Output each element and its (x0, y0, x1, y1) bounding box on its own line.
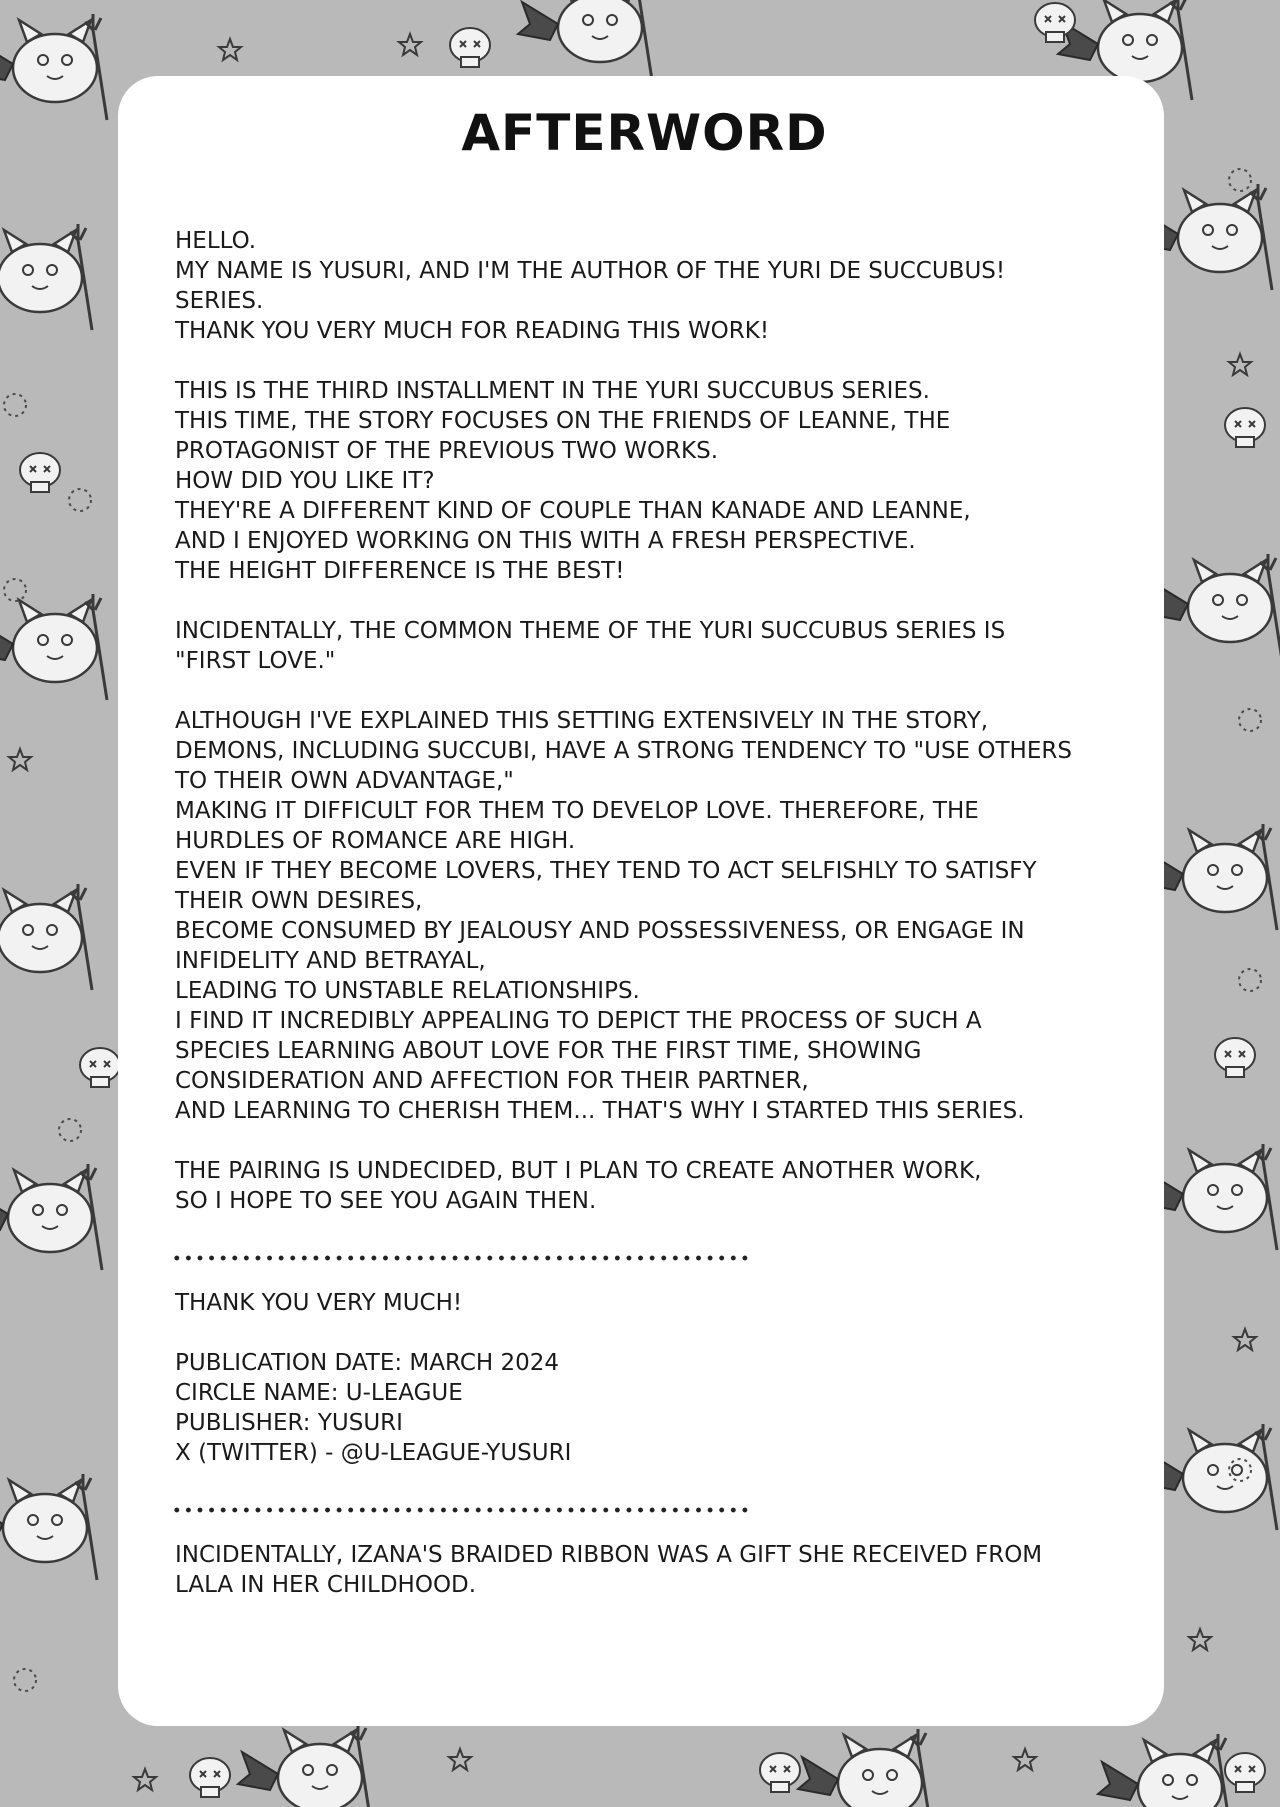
text-line: MY NAME IS YUSURI, AND I'M THE AUTHOR OF THE YURI DE SUCCUBUS! (175, 258, 1006, 284)
paragraph (175, 226, 1114, 346)
text-line: MAKING IT DIFFICULT FOR THEM TO DEVELOP LOVE. THEREFORE, THE (175, 798, 979, 824)
text-line: INFIDELITY AND BETRAYAL, (175, 948, 486, 974)
text-line: SO I HOPE TO SEE YOU AGAIN THEN. (175, 1188, 597, 1214)
text-line: LALA IN HER CHILDHOOD. (175, 1572, 477, 1598)
text-line: HELLO. (175, 228, 257, 254)
paragraph (175, 706, 1114, 1126)
twitter-handle: X (TWITTER) - @U-LEAGUE-YUSURI (175, 1440, 572, 1466)
text-line: EVEN IF THEY BECOME LOVERS, THEY TEND TO ACT SELFISHLY TO SATISFY (175, 858, 1037, 884)
credits-block (175, 1288, 1114, 1468)
page-title: AFTERWORD (461, 104, 828, 162)
text-line: ALTHOUGH I'VE EXPLAINED THIS SETTING EXTENSIVELY IN THE STORY, (175, 708, 989, 734)
afterword-body (175, 226, 1114, 1216)
text-line: CONSIDERATION AND AFFECTION FOR THEIR PARTNER, (175, 1068, 809, 1094)
text-line: I FIND IT INCREDIBLY APPEALING TO DEPICT THE PROCESS OF SUCH A (175, 1008, 982, 1034)
text-line: INCIDENTALLY, THE COMMON THEME OF THE YURI SUCCUBUS SERIES IS (175, 618, 1006, 644)
paragraph (175, 616, 1114, 676)
circle-name: CIRCLE NAME: U-LEAGUE (175, 1380, 463, 1406)
publisher: PUBLISHER: YUSURI (175, 1410, 403, 1436)
text-line: TO THEIR OWN ADVANTAGE," (175, 768, 514, 794)
dotted-divider (171, 1506, 751, 1514)
dotted-divider (171, 1254, 751, 1262)
text-line: HOW DID YOU LIKE IT? (175, 468, 435, 494)
text-line: THANK YOU VERY MUCH FOR READING THIS WORK! (175, 318, 770, 344)
text-line: THIS TIME, THE STORY FOCUSES ON THE FRIENDS OF LEANNE, THE (175, 408, 951, 434)
text-line: THEY'RE A DIFFERENT KIND OF COUPLE THAN KANADE AND LEANNE, (175, 498, 971, 524)
publication-date: PUBLICATION DATE: MARCH 2024 (175, 1350, 560, 1376)
text-line: THIS IS THE THIRD INSTALLMENT IN THE YURI SUCCUBUS SERIES. (175, 378, 930, 404)
text-line: AND LEARNING TO CHERISH THEM... THAT'S WHY I STARTED THIS SERIES. (175, 1098, 1025, 1124)
paragraph (175, 1156, 1114, 1216)
text-line: SPECIES LEARNING ABOUT LOVE FOR THE FIRST TIME, SHOWING (175, 1038, 922, 1064)
afterword-card (118, 76, 1164, 1726)
text-line: HURDLES OF ROMANCE ARE HIGH. (175, 828, 576, 854)
text-line: DEMONS, INCLUDING SUCCUBI, HAVE A STRONG TENDENCY TO "USE OTHERS (175, 738, 1072, 764)
text-line: SERIES. (175, 288, 264, 314)
text-line: BECOME CONSUMED BY JEALOUSY AND POSSESSIVENESS, OR ENGAGE IN (175, 918, 1025, 944)
text-line: INCIDENTALLY, IZANA'S BRAIDED RIBBON WAS A GIFT SHE RECEIVED FROM (175, 1542, 1043, 1568)
text-line: AND I ENJOYED WORKING ON THIS WITH A FRESH PERSPECTIVE. (175, 528, 916, 554)
footnote (175, 1540, 1114, 1600)
paragraph (175, 376, 1114, 586)
text-line: THEIR OWN DESIRES, (175, 888, 423, 914)
thanks-line: THANK YOU VERY MUCH! (175, 1290, 463, 1316)
text-line: LEADING TO UNSTABLE RELATIONSHIPS. (175, 978, 640, 1004)
text-line: "FIRST LOVE." (175, 648, 336, 674)
text-line: PROTAGONIST OF THE PREVIOUS TWO WORKS. (175, 438, 719, 464)
text-line: THE PAIRING IS UNDECIDED, BUT I PLAN TO CREATE ANOTHER WORK, (175, 1158, 982, 1184)
text-line: THE HEIGHT DIFFERENCE IS THE BEST! (175, 558, 625, 584)
